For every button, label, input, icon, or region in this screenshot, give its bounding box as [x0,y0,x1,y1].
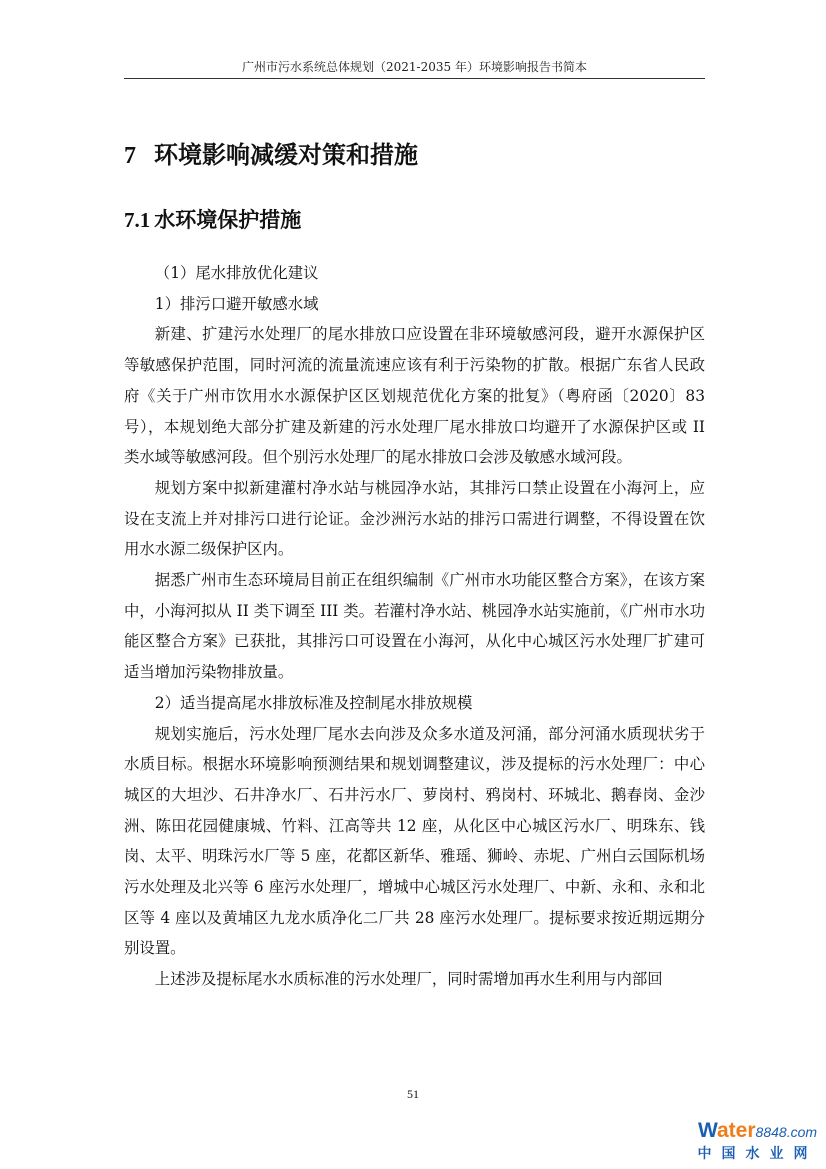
body-text [124,258,705,995]
section-title: 水环境保护措施 [154,208,302,232]
page-number: 51 [407,1087,419,1101]
subheading-raise-discharge-standard: 2）适当提高尾水排放标准及控制尾水排放规模 [154,693,473,712]
watermark-tagline: 中国水业网 [697,1146,818,1162]
watermark-w: W [697,1119,717,1142]
subheading-outfall-avoid-sensitive: 1）排污口避开敏感水域 [154,294,319,313]
running-header: 广州市污水系统总体规划（2021-2035 年）环境影响报告书简本 [242,60,587,74]
section-number: 7.1 [124,208,151,232]
watermark-ater: ater [717,1119,756,1142]
chapter-heading [124,135,418,170]
paragraph: 上述涉及提标尾水水质标准的污水处理厂，同时需增加再水生利用与内部回 [154,970,663,989]
watermark-suffix: .com [786,1124,818,1140]
subheading-tailwater-optimization: （1）尾水排放优化建议 [154,264,319,282]
chapter-title: 环境影响减缓对策和措施 [154,141,418,169]
watermark-number: 8848 [755,1124,787,1140]
chapter-number: 7 [124,143,136,169]
paragraph: 新建、扩建污水处理厂的尾水排放口应设置在非环境敏感河段，避开水源保护区等敏感保护范围，同时河流的流量流速应该有利于污染物的扩散。根据广东省人民政府《关于广州市饮用水水源保护区区划规范优化方案的批复》（粤府函〔2020〕83 号），本规划绝大部分扩建及新建的污水处理厂尾水排放口均避开了水源保护区或 II 类水域等敏感河段。但个别污水处理厂的尾水排放口会涉及敏感水域河段。 [124,325,705,467]
paragraph: 规划方案中拟新建灌村净水站与桃园净水站，其排污口禁止设置在小海河上，应设在支流上并对排污口进行论证。金沙洲污水站的排污口需进行调整，不得设置在饮用水水源二级保护区内。 [124,478,705,559]
watermark-brand [695,1120,820,1143]
paragraph: 规划实施后，污水处理厂尾水去向涉及众多水道及河涌，部分河涌水质现状劣于水质目标。根据水环境影响预测结果和规划调整建议，涉及提标的污水处理厂：中心城区的大坦沙、石井净水厂、石井污水厂、萝岗村、鸦岗村、环城北、鹅春岗、金沙洲、陈田花园健康城、竹料、江高等共 12 座，从化区中心城区污水厂、明珠东、钱岗、太平、明珠污水厂等 5 座，花都区新华、雅瑶、狮岭、赤坭、广州白云国际机场污水处理及北兴等 6 座污水处理厂，增城中心城区污水处理厂、中新、永和、永和北区等 4 座以及黄埔区九龙水质净化二厂共 28 座污水处理厂。提标要求按近期远期分别设置。 [124,724,705,958]
section-heading [124,204,301,234]
header-divider [124,78,705,79]
watermark-logo [695,1120,820,1163]
paragraph: 据悉广州市生态环境局目前正在组织编制《广州市水功能区整合方案》，在该方案中，小海河拟从 II 类下调至 III 类。若灌村净水站、桃园净水站实施前，《广州市水功能区整合方案》已获批，其排污口可设置在小海河，从化中心城区污水处理厂扩建可适当增加污染物排放量。 [124,571,705,682]
